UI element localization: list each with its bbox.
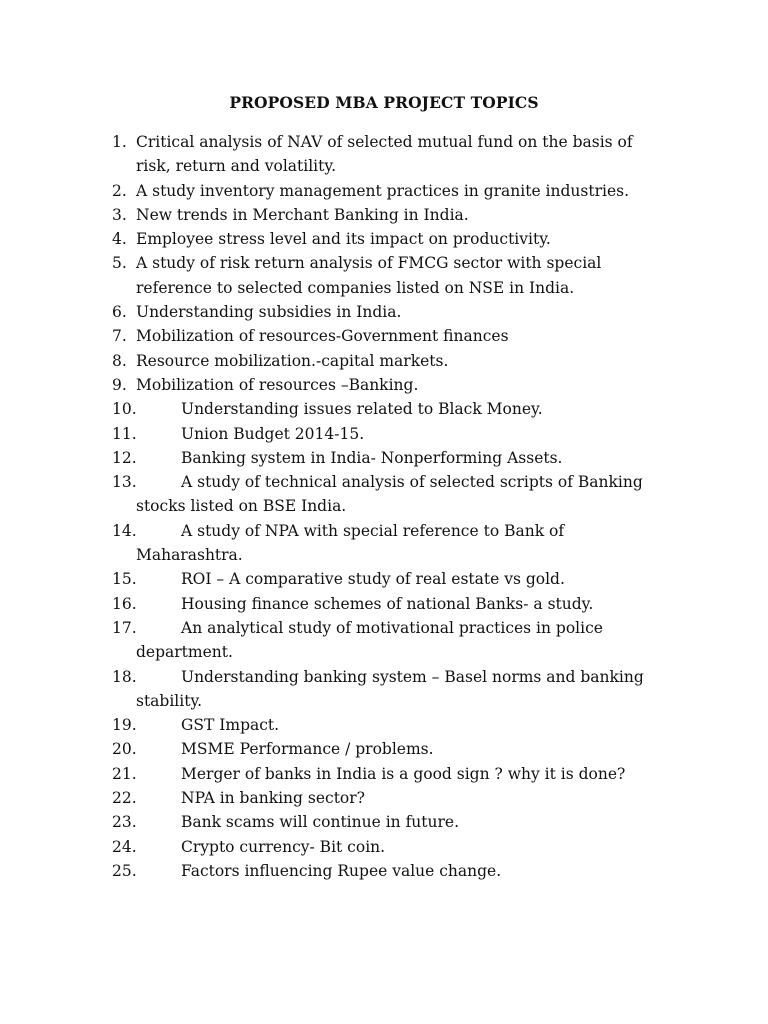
item-number: 25. (112, 861, 137, 880)
item-text: New trends in Merchant Banking in India. (136, 205, 469, 224)
item-number: 21. (112, 764, 137, 783)
item-number: 4. (112, 230, 127, 249)
item-text: ROI – A comparative study of real estate vs gold. (181, 570, 565, 589)
item-text: Merger of banks in India is a good sign ? why it is done? (181, 764, 626, 783)
item-number: 23. (112, 813, 137, 832)
item-text: A study inventory management practices in granite industries. (136, 181, 629, 200)
item-number: 13. (112, 473, 137, 492)
item-number: 14. (112, 521, 137, 540)
item-text: An analytical study of motivational practices in police department. (136, 618, 603, 662)
list-item (0, 737, 656, 761)
list-item (0, 179, 656, 203)
item-text: Employee stress level and its impact on productivity. (136, 230, 551, 249)
item-number: 17. (112, 618, 137, 637)
item-text: NPA in banking sector? (181, 789, 365, 808)
list-item (0, 397, 656, 421)
list-item (0, 227, 656, 251)
topic-list (0, 130, 768, 883)
document-title: PROPOSED MBA PROJECT TOPICS (229, 93, 539, 112)
item-number: 6. (112, 303, 127, 322)
item-text: Bank scams will continue in future. (181, 813, 460, 832)
item-text: Mobilization of resources –Banking. (136, 375, 419, 394)
item-text: Housing finance schemes of national Banks- a study. (181, 594, 594, 613)
list-item (0, 130, 656, 179)
item-number: 22. (112, 789, 137, 808)
item-number: 19. (112, 716, 137, 735)
item-number: 16. (112, 594, 137, 613)
item-text: Mobilization of resources-Government finances (136, 327, 509, 346)
list-item (0, 446, 656, 470)
item-number: 18. (112, 667, 137, 686)
list-item (0, 810, 656, 834)
list-item (0, 373, 656, 397)
list-item (0, 713, 656, 737)
item-number: 5. (112, 254, 127, 273)
list-item (0, 251, 656, 300)
list-item (0, 519, 656, 568)
item-text: GST Impact. (181, 716, 280, 735)
item-text: Union Budget 2014-15. (181, 424, 365, 443)
item-number: 10. (112, 400, 137, 419)
item-number: 8. (112, 351, 127, 370)
item-text: Crypto currency- Bit coin. (181, 837, 386, 856)
item-text: A study of NPA with special reference to Bank of Maharashtra. (136, 521, 565, 565)
item-text: Banking system in India- Nonperforming Assets. (181, 448, 563, 467)
list-item (0, 422, 656, 446)
list-item (0, 203, 656, 227)
list-item (0, 300, 656, 324)
item-text: A study of risk return analysis of FMCG sector with special reference to selected companies listed on NSE in India. (136, 254, 602, 297)
item-number: 3. (112, 205, 127, 224)
list-item (0, 470, 656, 519)
list-item (0, 349, 656, 373)
item-text: Understanding subsidies in India. (136, 303, 402, 322)
list-item (0, 665, 656, 714)
item-number: 24. (112, 837, 137, 856)
list-item (0, 592, 656, 616)
item-number: 1. (112, 133, 127, 151)
item-number: 2. (112, 181, 127, 200)
item-text: Resource mobilization.-capital markets. (136, 351, 449, 370)
item-number: 9. (112, 375, 127, 394)
item-number: 20. (112, 740, 137, 759)
list-item (0, 835, 656, 859)
item-text: Factors influencing Rupee value change. (181, 861, 502, 880)
list-item (0, 859, 656, 883)
item-text: Understanding issues related to Black Money. (181, 400, 543, 419)
list-item (0, 616, 656, 665)
item-text: MSME Performance / problems. (181, 740, 434, 759)
list-item (0, 324, 656, 348)
item-number: 7. (112, 327, 127, 346)
item-number: 11. (112, 424, 137, 443)
list-item (0, 567, 656, 591)
item-text: Understanding banking system – Basel norms and banking stability. (136, 667, 644, 710)
list-item (0, 786, 656, 810)
list-item (0, 762, 656, 786)
item-number: 15. (112, 570, 137, 589)
item-text: Critical analysis of NAV of selected mutual fund on the basis of risk, return and volatility. (136, 133, 633, 176)
item-number: 12. (112, 448, 137, 467)
item-text: A study of technical analysis of selected scripts of Banking stocks listed on BSE India. (136, 473, 643, 516)
